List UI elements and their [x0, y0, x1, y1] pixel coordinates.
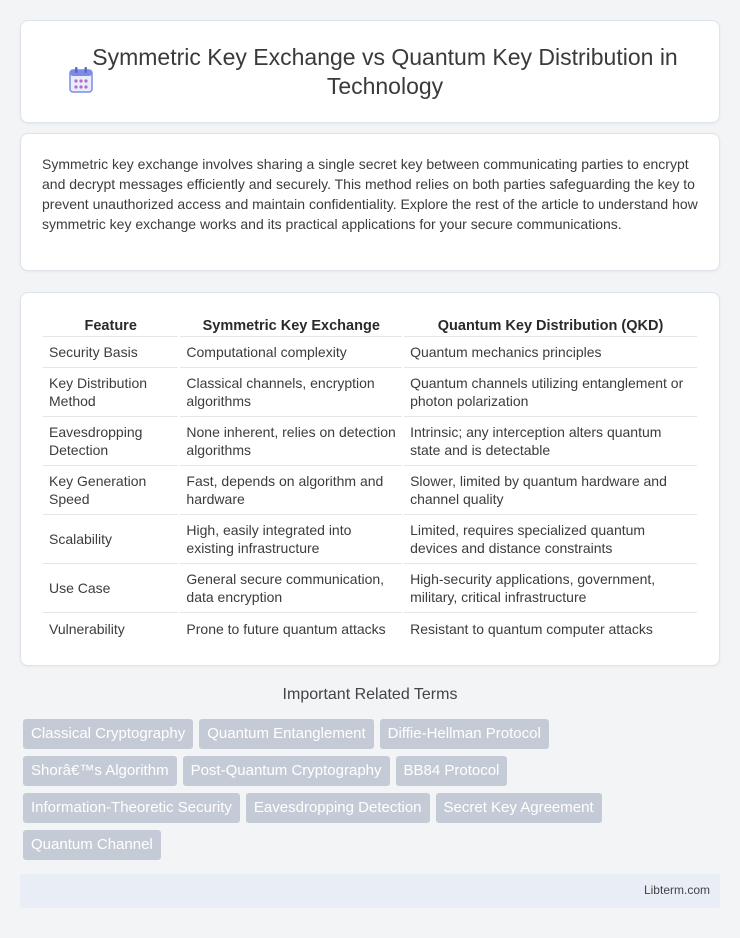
cell-feature: Security Basis [43, 337, 178, 368]
cell-qkd: Slower, limited by quantum hardware and channel quality [404, 466, 697, 515]
title-card [20, 20, 720, 123]
table-row [43, 466, 697, 515]
table-header-row [43, 315, 697, 337]
tag-diffie-hellman-protocol[interactable]: Diffie-Hellman Protocol [380, 719, 549, 749]
intro-card [20, 133, 720, 271]
table-row [43, 368, 697, 417]
tag-bb84-protocol[interactable]: BB84 Protocol [396, 756, 508, 786]
tag-secret-key-agreement[interactable]: Secret Key Agreement [436, 793, 602, 823]
footer [20, 874, 720, 908]
tag-shors-algorithm[interactable]: Shorâ€™s Algorithm [23, 756, 177, 786]
tag-classical-cryptography[interactable]: Classical Cryptography [23, 719, 193, 749]
cell-qkd: Quantum channels utilizing entanglement or photon polarization [404, 368, 697, 417]
table-row [43, 515, 697, 564]
table-row [43, 613, 697, 644]
cell-symmetric: Fast, depends on algorithm and hardware [180, 466, 402, 515]
tag-post-quantum-cryptography[interactable]: Post-Quantum Cryptography [183, 756, 390, 786]
table-row [43, 564, 697, 613]
related-terms-heading: Important Related Terms [282, 686, 458, 703]
table-row [43, 417, 697, 466]
table-row [43, 337, 697, 368]
cell-symmetric: High, easily integrated into existing infrastructure [180, 515, 402, 564]
comparison-table [41, 315, 699, 644]
tag-eavesdropping-detection[interactable]: Eavesdropping Detection [246, 793, 430, 823]
cell-feature: Key Distribution Method [43, 368, 178, 417]
cell-feature: Vulnerability [49, 620, 125, 637]
cell-feature: Scalability [43, 515, 178, 564]
header-qkd: Quantum Key Distribution (QKD) [404, 315, 697, 337]
page-title: Symmetric Key Exchange vs Quantum Key Distribution in Technology [92, 44, 678, 99]
cell-qkd: Limited, requires specialized quantum devices and distance constraints [404, 515, 697, 564]
intro-paragraph: Symmetric key exchange involves sharing a single secret key between communicating parties to encrypt and decrypt messages efficiently and securely. This method relies on both parties safeguarding the key to prevent unauthorized access and maintain confidentiality. Explore the rest of the article to understand how symmetric key exchange works and its practical applications for your secure communications. [42, 156, 698, 232]
cell-feature: Key Generation Speed [43, 466, 178, 515]
cell-symmetric: Computational complexity [180, 337, 402, 368]
header-symmetric: Symmetric Key Exchange [180, 315, 402, 337]
cell-feature: Use Case [43, 564, 178, 613]
tag-quantum-entanglement[interactable]: Quantum Entanglement [199, 719, 373, 749]
related-terms-list [23, 719, 723, 867]
comparison-card [20, 292, 720, 666]
footer-brand-link[interactable]: Libterm.com [643, 883, 710, 897]
cell-qkd: Resistant to quantum computer attacks [410, 620, 653, 637]
cell-symmetric: General secure communication, data encryption [180, 564, 402, 613]
cell-symmetric: None inherent, relies on detection algorithms [180, 417, 402, 466]
cell-feature: Eavesdropping Detection [43, 417, 178, 466]
cell-qkd: Quantum mechanics principles [404, 337, 697, 368]
tag-information-theoretic-security[interactable]: Information-Theoretic Security [23, 793, 240, 823]
cell-qkd: High-security applications, government, military, critical infrastructure [404, 564, 697, 613]
cell-symmetric: Classical channels, encryption algorithms [180, 368, 402, 417]
tag-quantum-channel[interactable]: Quantum Channel [23, 830, 161, 860]
cell-symmetric: Prone to future quantum attacks [186, 620, 386, 637]
cell-qkd: Intrinsic; any interception alters quantum state and is detectable [404, 417, 697, 466]
header-feature: Feature [43, 315, 178, 337]
